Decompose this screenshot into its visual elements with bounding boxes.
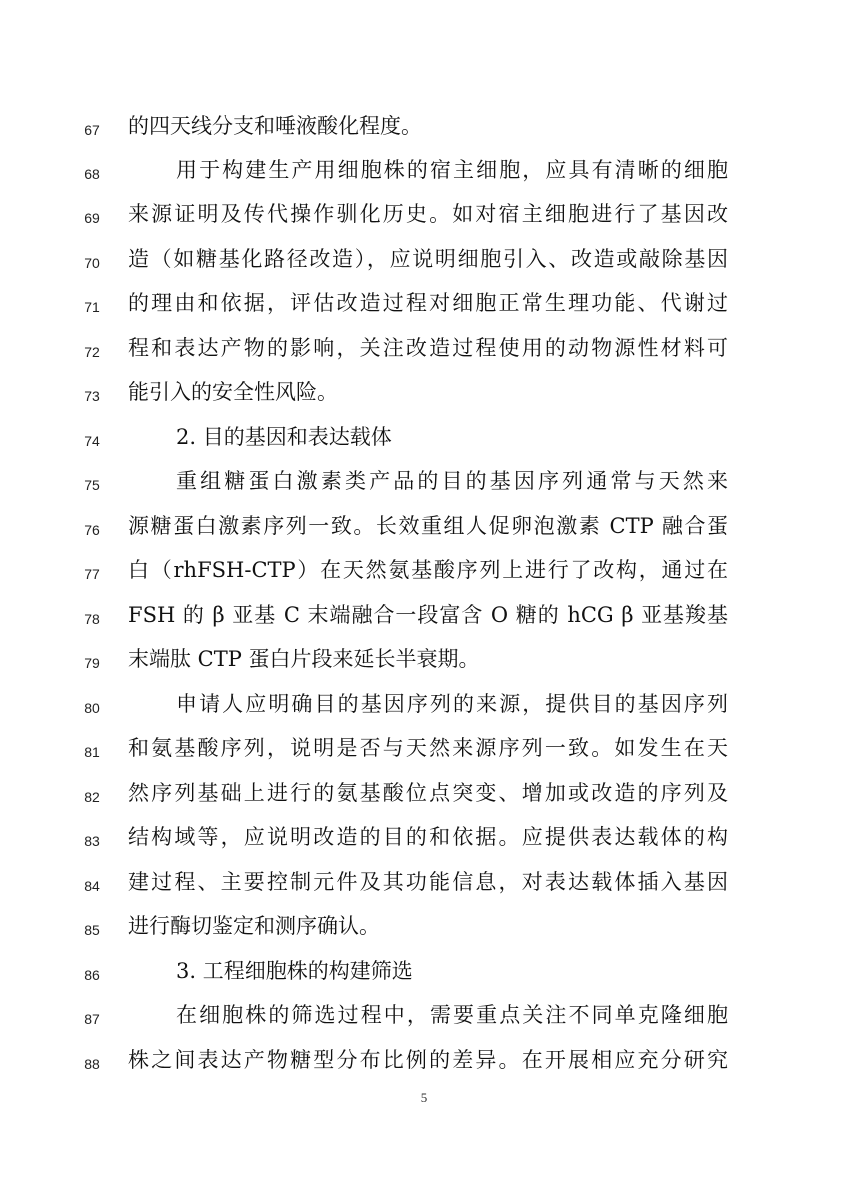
line-text: 结构域等，应说明改造的目的和依据。应提供表达载体的构 (128, 825, 728, 849)
line-text: 在细胞株的筛选过程中，需要重点关注不同单克隆细胞 (176, 1003, 728, 1027)
line-number: 80 (84, 700, 100, 716)
text-line (0, 104, 848, 148)
line-number: 70 (84, 255, 100, 271)
text-line (0, 815, 848, 859)
text-line (0, 281, 848, 325)
line-number: 68 (84, 166, 100, 182)
line-number: 69 (84, 210, 100, 226)
line-text: 用于构建生产用细胞株的宿主细胞，应具有清晰的细胞 (176, 158, 728, 182)
section-heading-line (0, 949, 848, 993)
text-line (0, 593, 848, 637)
line-text: 进行酶切鉴定和测序确认。 (128, 914, 380, 938)
line-text: 然序列基础上进行的氨基酸位点突变、增加或改造的序列及 (128, 781, 728, 805)
line-number: 84 (84, 878, 100, 894)
line-number: 73 (84, 388, 100, 404)
text-line (0, 904, 848, 948)
line-text: 重组糖蛋白激素类产品的目的基因序列通常与天然来 (176, 469, 728, 493)
line-number: 87 (84, 1011, 100, 1027)
line-text: FSH 的 β 亚基 C 末端融合一段富含 O 糖的 hCG β 亚基羧基 (128, 603, 728, 627)
line-text: 白（rhFSH-CTP）在天然氨基酸序列上进行了改构，通过在 (128, 558, 728, 582)
text-line (0, 1038, 848, 1082)
line-text: 株之间表达产物糖型分布比例的差异。在开展相应充分研究 (128, 1048, 728, 1072)
line-number: 79 (84, 655, 100, 671)
line-number: 67 (84, 122, 100, 138)
line-number: 78 (84, 611, 100, 627)
text-line (0, 993, 848, 1037)
line-text: 和氨基酸序列，说明是否与天然来源序列一致。如发生在天 (128, 736, 728, 760)
text-line (0, 370, 848, 414)
text-line (0, 326, 848, 370)
text-line (0, 771, 848, 815)
line-number: 86 (84, 967, 100, 983)
section-heading: 3. 工程细胞株的构建筛选 (176, 959, 413, 983)
line-number: 85 (84, 922, 100, 938)
line-text: 能引入的安全性风险。 (128, 380, 338, 404)
line-number: 81 (84, 744, 100, 760)
line-text: 造（如糖基化路径改造），应说明细胞引入、改造或敲除基因 (128, 247, 728, 271)
line-text: 申请人应明确目的基因序列的来源，提供目的基因序列 (176, 692, 728, 716)
text-line (0, 237, 848, 281)
text-line (0, 148, 848, 192)
line-text: 的理由和依据，评估改造过程对细胞正常生理功能、代谢过 (128, 291, 728, 315)
line-number: 83 (84, 833, 100, 849)
line-text: 末端肽 CTP 蛋白片段来延长半衰期。 (128, 647, 480, 671)
text-line (0, 860, 848, 904)
line-text: 的四天线分支和唾液酸化程度。 (128, 114, 422, 138)
section-heading: 2. 目的基因和表达载体 (176, 425, 392, 449)
line-text: 建过程、主要控制元件及其功能信息，对表达载体插入基因 (128, 870, 728, 894)
text-line (0, 637, 848, 681)
line-number: 71 (84, 299, 100, 315)
line-text: 来源证明及传代操作驯化历史。如对宿主细胞进行了基因改 (128, 202, 728, 226)
line-text: 源糖蛋白激素序列一致。长效重组人促卵泡激素 CTP 融合蛋 (128, 514, 728, 538)
text-line (0, 192, 848, 236)
line-number: 74 (84, 433, 100, 449)
text-line (0, 459, 848, 503)
line-number: 82 (84, 789, 100, 805)
text-line (0, 548, 848, 592)
page-number: 5 (420, 1090, 428, 1105)
line-number: 75 (84, 477, 100, 493)
line-number: 88 (84, 1056, 100, 1072)
text-line (0, 682, 848, 726)
text-line (0, 504, 848, 548)
line-number: 77 (84, 566, 100, 582)
line-number: 72 (84, 344, 100, 360)
section-heading-line (0, 415, 848, 459)
line-text: 程和表达产物的影响，关注改造过程使用的动物源性材料可 (128, 336, 728, 360)
line-number: 76 (84, 522, 100, 538)
text-line (0, 726, 848, 770)
